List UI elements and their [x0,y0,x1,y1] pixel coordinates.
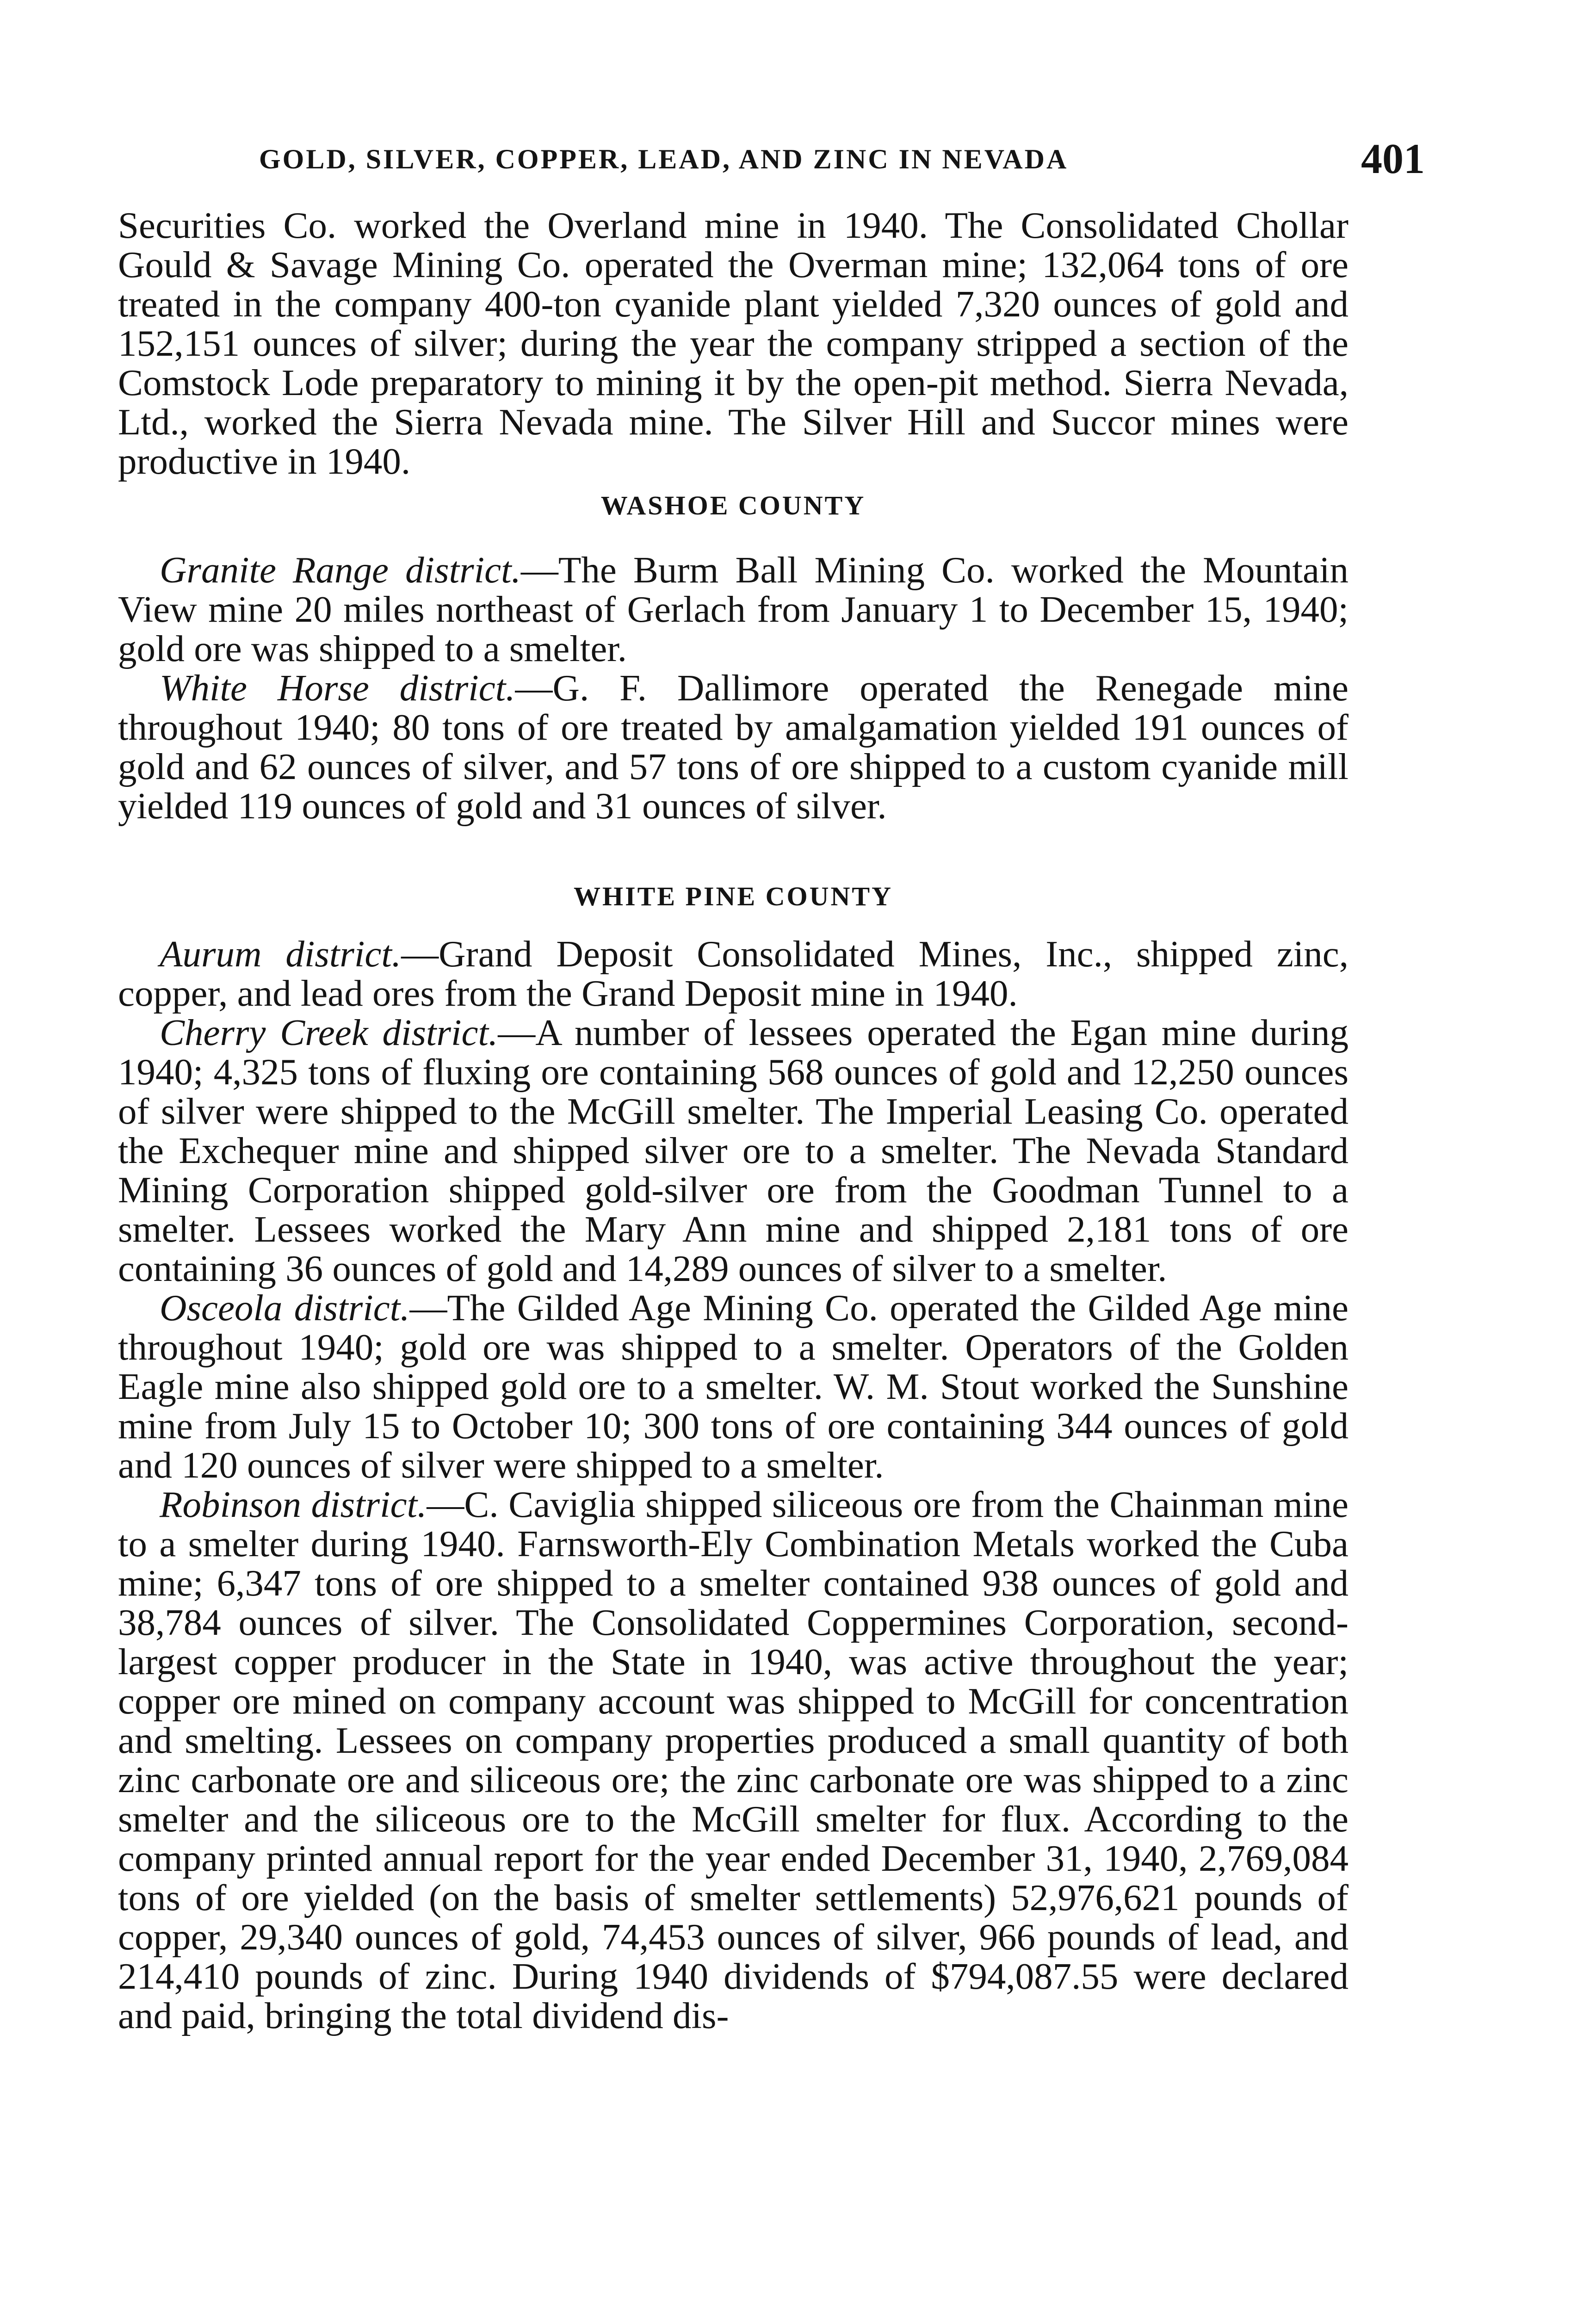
district-name-granite-range: Granite Range district. [160,549,521,591]
aurum-text: —Grand Deposit Consolidated Mines, Inc., shipped zinc, copper, and lead ores from the Grand Deposit mine in 1940. [118,933,1349,1014]
paragraph-cherry-creek [118,1013,1349,1288]
district-name-aurum: Aurum district. [160,933,402,975]
page-number: 401 [1361,135,1425,182]
district-name-white-horse: White Horse district. [160,667,515,709]
running-title: GOLD, SILVER, COPPER, LEAD, AND ZINC IN NEVADA [259,144,1069,174]
heading-white-pine-county: WHITE PINE COUNTY [574,881,893,911]
paragraph-white-horse [118,668,1349,826]
running-head [259,134,1480,185]
robinson-text: —C. Caviglia shipped siliceous ore from the Chainman mine to a smelter during 1940. Farnsworth-Ely Combination Metals worked the Cuba mine; 6,347 tons of ore shipped to a smelter contained 938 ounces of gold and 38,784 ounces of silver. The Consolidated Coppermines Corporation, second-largest copper producer in the State in 1940, was active throughout the year; copper ore mined on company account was shipped to McGill for concentration and smelting. Lessees on company properties produced a small quantity of both zinc carbonate ore and siliceous ore; the zinc carbonate ore was shipped to a zinc smelter and the siliceous ore to the McGill smelter for flux. According to the company printed annual report for the year ended December 31, 1940, 2,769,084 tons of ore yielded (on the basis of smelter settlements) 52,976,621 pounds of copper, 29,340 ounces of gold, 74,453 ounces of silver, 966 pounds of lead, and 214,410 pounds of zinc. During 1940 dividends of $794,087.55 were declared and paid, bringing the total dividend dis- [118,1484,1349,2036]
district-name-cherry-creek: Cherry Creek district. [160,1012,498,1053]
white-horse-text: —G. F. Dallimore operated the Renegade mine throughout 1940; 80 tons of ore treated by amalgamation yielded 191 ounces of gold and 62 ounces of silver, and 57 tons of ore shipped to a custom cyanide mill yielded 119 ounces of gold and 31 ounces of silver. [118,667,1349,827]
heading-washoe-county: WASHOE COUNTY [600,490,866,520]
granite-range-text: —The Burm Ball Mining Co. worked the Mountain View mine 20 miles northeast of Gerlach from January 1 to December 15, 1940; gold ore was shipped to a smelter. [118,549,1349,669]
paragraph-robinson [118,1485,1349,2035]
osceola-text: —The Gilded Age Mining Co. operated the Gilded Age mine throughout 1940; gold ore was shipped to a smelter. Operators of the Golden Eagle mine also shipped gold ore to a smelter. W. M. Stout worked the Sunshine mine from July 15 to October 10; 300 tons of ore containing 344 ounces of gold and 120 ounces of silver were shipped to a smelter. [118,1287,1349,1486]
district-name-osceola: Osceola district. [160,1287,410,1329]
paragraph-granite-range [118,550,1349,668]
paragraph-aurum [118,934,1349,1013]
paragraph-osceola [118,1288,1349,1485]
body-text [118,206,1349,2035]
district-name-robinson: Robinson district. [160,1484,427,1525]
paragraph-storey-continuation: Securities Co. worked the Overland mine in 1940. The Consolidated Chollar Gould & Savage Mining Co. operated the Overman mine; 132,064 tons of ore treated in the company 400-ton cyanide plant yielded 7,320 ounces of gold and 152,151 ounces of silver; during the year the company stripped a section of the Comstock Lode preparatory to mining it by the open-pit method. Sierra Nevada, Ltd., worked the Sierra Nevada mine. The Silver Hill and Succor mines were productive in 1940. [118,204,1349,482]
cherry-creek-text: —A number of lessees operated the Egan mine during 1940; 4,325 tons of fluxing ore containing 568 ounces of gold and 12,250 ounces of silver were shipped to the McGill smelter. The Imperial Leasing Co. operated the Exchequer mine and shipped silver ore to a smelter. The Nevada Standard Mining Corporation shipped gold-silver ore from the Goodman Tunnel to a smelter. Lessees worked the Mary Ann mine and shipped 2,181 tons of ore containing 36 ounces of gold and 14,289 ounces of silver to a smelter. [118,1012,1349,1289]
